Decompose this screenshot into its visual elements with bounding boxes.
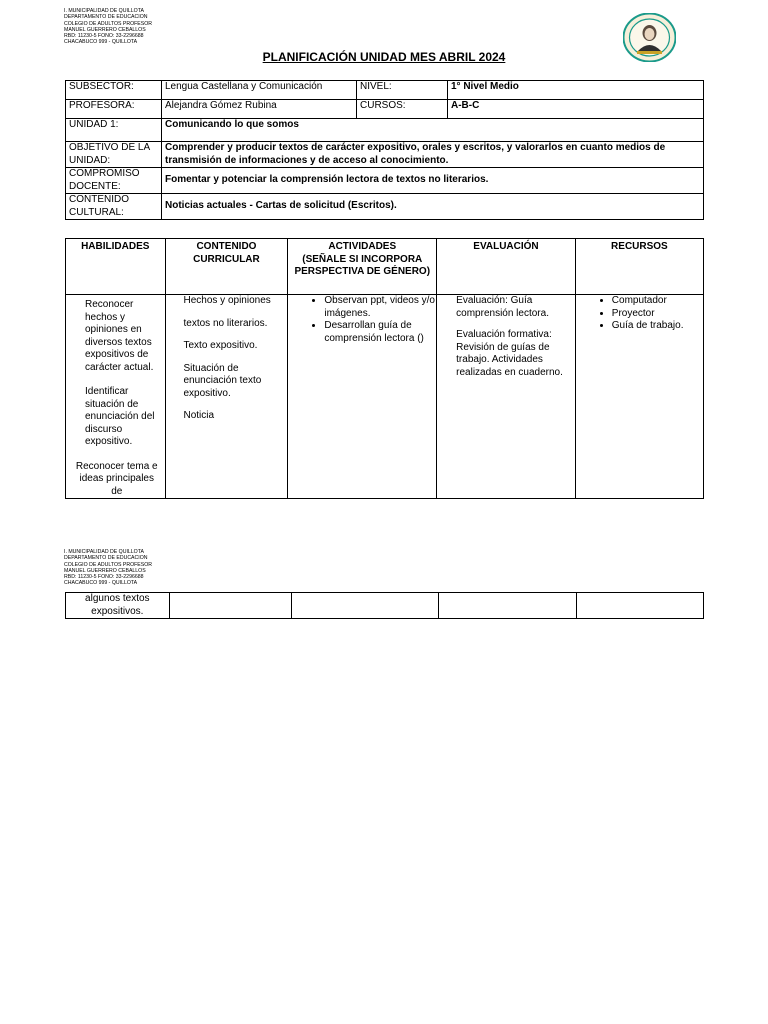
header-line: CHACABUCO 999 - QUILLOTA xyxy=(64,580,138,587)
nivel-label: NIVEL: xyxy=(357,81,448,100)
header-line: CHACABUCO 999 - QUILLOTA xyxy=(64,39,138,46)
header-evaluacion: EVALUACIÓN xyxy=(437,239,576,295)
header-line: I. MUNICIPALIDAD DE QUILLOTA xyxy=(64,8,144,14)
objetivo-label: OBJETIVO DE LA UNIDAD: xyxy=(66,142,162,168)
actividades-list xyxy=(291,295,436,345)
evaluacion-cell xyxy=(439,593,577,619)
header-habilidades: HABILIDADES xyxy=(66,239,166,295)
evaluacion-cell xyxy=(437,295,576,499)
header-line: MANUEL GUERRERO CEBALLOS xyxy=(64,567,146,574)
cursos-label: CURSOS: xyxy=(357,100,448,119)
contenido-cell xyxy=(169,593,291,619)
table-row xyxy=(66,119,704,142)
objetivo-value: Comprender y producir textos de carácter expositivo, orales y escritos, y valorarlos en cuanto medios de transmisión de informaciones y de acceso al conocimiento. xyxy=(162,142,704,168)
contenido-label: CONTENIDO CULTURAL: xyxy=(66,194,162,220)
habilidad-item: Reconocer hechos y opiniones en diversos textos expositivos de carácter actual. xyxy=(85,299,154,373)
header-line: MANUEL GUERRERO CEBALLOS xyxy=(64,26,146,33)
header-actividades-note: (SEÑALE SI INCORPORA PERSPECTIVA DE GÉNERO) xyxy=(294,253,431,277)
list-item: • Guía de trabajo. xyxy=(612,320,703,333)
planning-table xyxy=(65,238,704,499)
unit-info-table xyxy=(65,80,704,220)
table-row xyxy=(66,142,704,168)
habilidad-item: Reconocer tema e ideas principales de xyxy=(75,460,158,497)
list-item: • Proyector xyxy=(612,308,703,321)
header-recursos: RECURSOS xyxy=(575,239,703,295)
page-title: PLANIFICACIÓN UNIDAD MES ABRIL 2024 xyxy=(262,50,506,64)
unidad-label: UNIDAD 1: xyxy=(66,119,162,142)
header-contenido: CONTENIDO CURRICULAR xyxy=(165,239,288,295)
subsector-label: SUBSECTOR: xyxy=(66,81,162,100)
list-item: • Computador xyxy=(612,295,703,308)
actividades-cell xyxy=(288,295,437,499)
profesora-value: Alejandra Gómez Rubina xyxy=(162,100,357,119)
header-line: DEPARTAMENTO DE EDUCACION xyxy=(64,14,148,21)
evaluacion-item: Evaluación: Guía comprensión lectora. xyxy=(456,295,549,319)
table-row xyxy=(66,295,704,499)
table-row xyxy=(66,100,704,119)
contenido-item: Noticia xyxy=(183,410,215,421)
header-line: DEPARTAMENTO DE EDUCACION xyxy=(64,555,148,562)
header-line: COLEGIO DE ADULTOS PROFESOR xyxy=(64,561,153,568)
nivel-value: 1° Nivel Medio xyxy=(448,81,704,100)
contenido-value: Noticias actuales - Cartas de solicitud (Escritos). xyxy=(162,194,704,220)
recursos-cell xyxy=(577,593,704,619)
list-item: • Observan ppt, videos y/o imágenes. xyxy=(324,295,436,320)
contenido-item: Hechos y opiniones xyxy=(183,295,271,306)
evaluacion-item: Evaluación formativa: Revisión de guías de trabajo. Actividades realizadas en cuaderno. xyxy=(456,329,563,378)
subsector-value: Lengua Castellana y Comunicación xyxy=(162,81,357,100)
contenido-item: textos no literarios. xyxy=(183,317,268,329)
habilidades-cell xyxy=(66,295,166,499)
table-row xyxy=(66,593,704,619)
table-row xyxy=(66,194,704,220)
header-actividades xyxy=(288,239,437,295)
actividades-cell xyxy=(291,593,439,619)
header-line: RBD: 11230-5 FONO: 33-2296688 xyxy=(64,574,144,581)
contenido-item: Situación de enunciación texto expositivo. xyxy=(183,362,262,399)
recursos-cell xyxy=(575,295,703,499)
table-row xyxy=(66,81,704,100)
contenido-item: Texto expositivo. xyxy=(183,340,258,351)
unidad-value: Comunicando lo que somos xyxy=(162,119,704,142)
profesora-label: PROFESORA: xyxy=(66,100,162,119)
compromiso-value: Fomentar y potenciar la comprensión lectora de textos no literarios. xyxy=(162,168,704,194)
planning-table-continuation xyxy=(65,592,704,619)
table-row xyxy=(66,168,704,194)
habilidad-item: Identificar situación de enunciación del discurso expositivo. xyxy=(85,386,155,447)
header-line: COLEGIO DE ADULTOS PROFESOR xyxy=(64,20,153,27)
header-actividades-title: ACTIVIDADES xyxy=(328,241,397,252)
school-header xyxy=(64,8,152,46)
school-header xyxy=(64,549,152,587)
habilidades-cell: algunos textos expositivos. xyxy=(66,593,170,619)
compromiso-label: COMPROMISO DOCENTE: xyxy=(66,168,162,194)
cursos-value: A-B-C xyxy=(448,100,704,119)
header-line: I. MUNICIPALIDAD DE QUILLOTA xyxy=(64,549,144,555)
header-line: RBD: 11230-5 FONO: 33-2296688 xyxy=(64,33,144,40)
table-header-row xyxy=(66,239,704,295)
recursos-list xyxy=(579,295,703,333)
list-item: • Desarrollan guía de comprensión lectora () xyxy=(324,320,436,345)
contenido-cell xyxy=(165,295,288,499)
